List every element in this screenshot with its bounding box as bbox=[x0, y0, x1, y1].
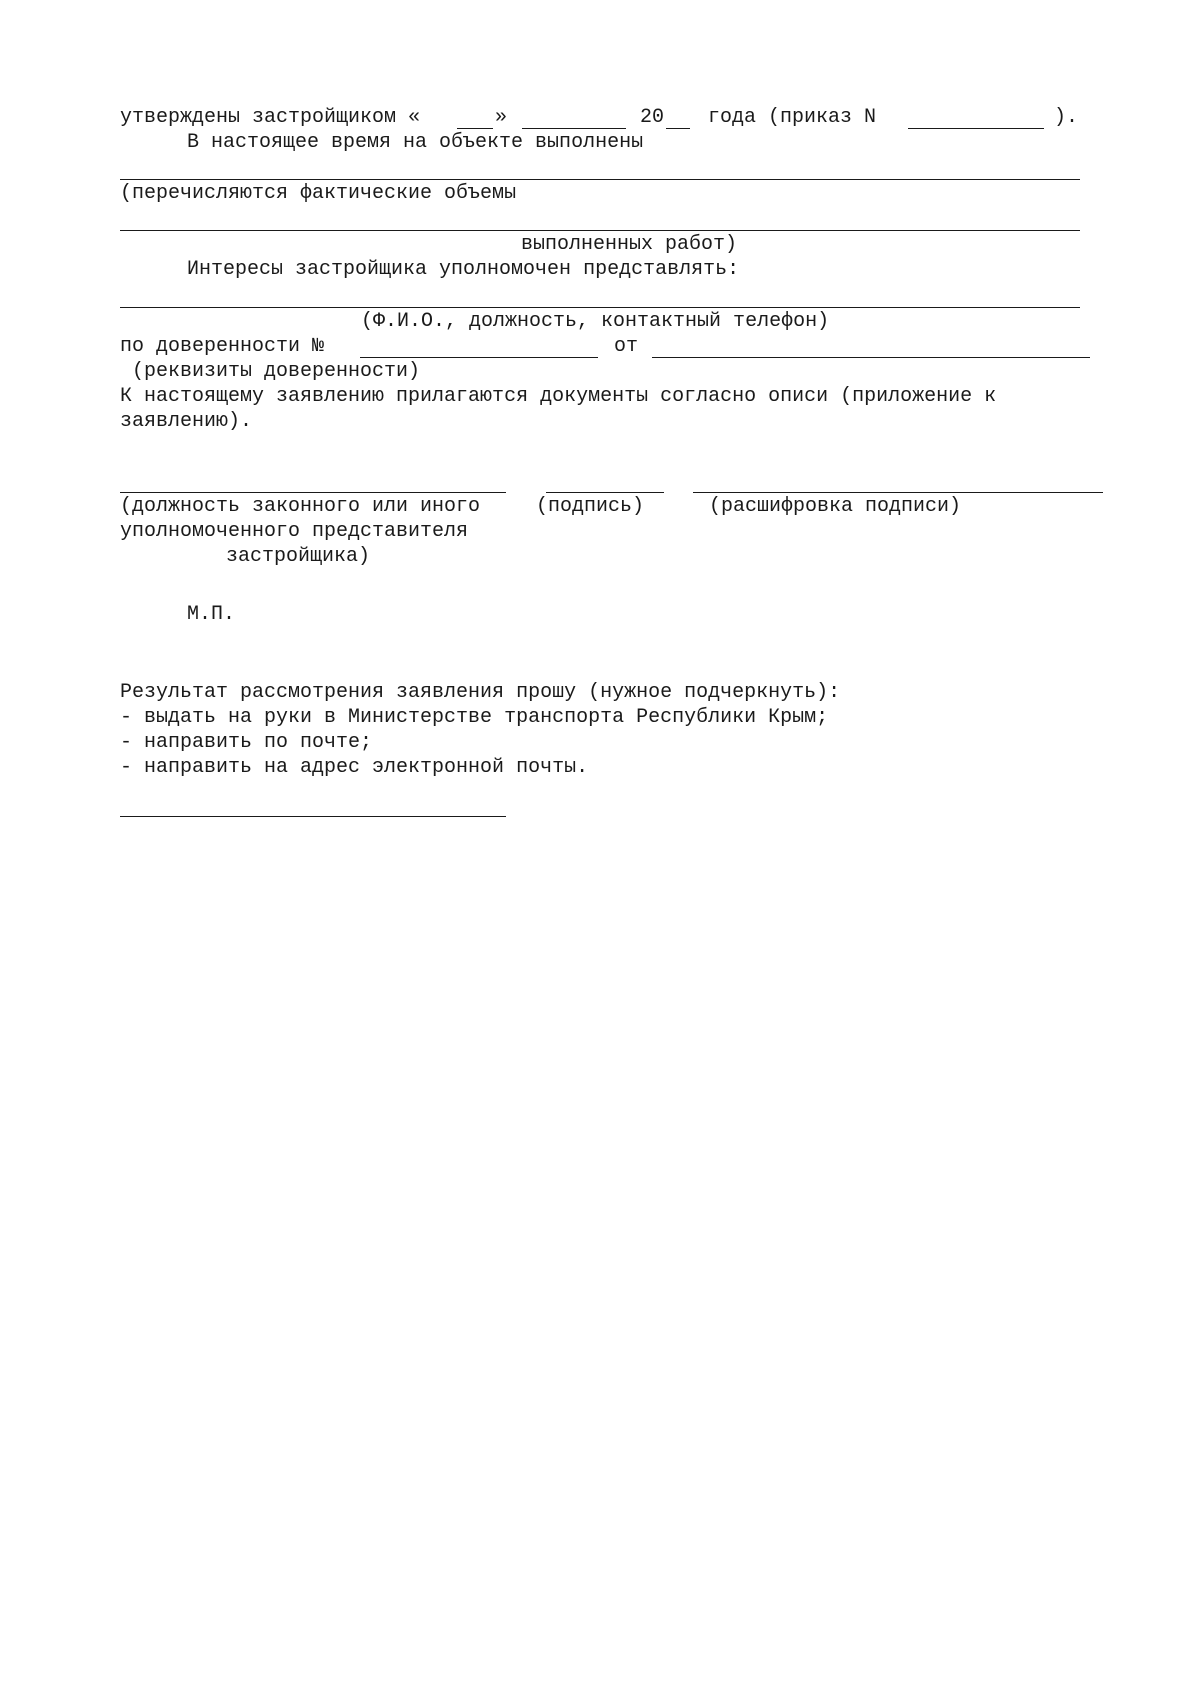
representative-line[interactable] bbox=[120, 307, 1080, 308]
approval-month-blank[interactable] bbox=[522, 128, 626, 129]
works-line-2[interactable] bbox=[120, 230, 1080, 231]
order-number-blank[interactable] bbox=[908, 128, 1044, 129]
position-signature-line[interactable] bbox=[120, 492, 506, 493]
signature-caption: (подпись) bbox=[536, 495, 645, 518]
approval-day-blank[interactable] bbox=[457, 128, 493, 129]
works-caption-1: (перечисляются фактические объемы bbox=[120, 182, 517, 205]
representative-intro: Интересы застройщика уполномочен представлять: bbox=[187, 258, 740, 281]
approval-year-prefix: 20 bbox=[640, 106, 665, 129]
approval-quote-close: » bbox=[495, 106, 508, 129]
proxy-date-blank[interactable] bbox=[652, 357, 1090, 358]
proxy-label: по доверенности № bbox=[120, 335, 325, 358]
proxy-from: от bbox=[614, 335, 639, 358]
result-option-2[interactable]: - направить по почте; bbox=[120, 731, 373, 754]
representative-caption: (Ф.И.О., должность, контактный телефон) bbox=[361, 310, 830, 333]
decoding-caption: (расшифровка подписи) bbox=[709, 495, 962, 518]
approval-close: ). bbox=[1054, 106, 1079, 129]
result-intro: Результат рассмотрения заявления прошу (нужное подчеркнуть): bbox=[120, 681, 841, 704]
position-caption-1: (должность законного или иного bbox=[120, 495, 481, 518]
approval-year-word: года (приказ N bbox=[708, 106, 877, 129]
decoding-signature-line[interactable] bbox=[693, 492, 1103, 493]
approval-prefix: утверждены застройщиком « bbox=[120, 106, 421, 129]
works-intro: В настоящее время на объекте выполнены bbox=[187, 131, 644, 154]
position-caption-3: застройщика) bbox=[226, 545, 371, 568]
footnote-separator bbox=[120, 816, 506, 817]
signature-line[interactable] bbox=[546, 492, 664, 493]
attachments-line-1: К настоящему заявлению прилагаются документы согласно описи (приложение к bbox=[120, 385, 997, 408]
works-caption-2: выполненных работ) bbox=[521, 233, 738, 256]
position-caption-2: уполномоченного представителя bbox=[120, 520, 469, 543]
stamp-place: М.П. bbox=[187, 603, 236, 626]
works-line-1[interactable] bbox=[120, 179, 1080, 180]
approval-year-blank[interactable] bbox=[666, 128, 690, 129]
result-option-1[interactable]: - выдать на руки в Министерстве транспорта Республики Крым; bbox=[120, 706, 829, 729]
result-option-3[interactable]: - направить на адрес электронной почты. bbox=[120, 756, 589, 779]
proxy-number-blank[interactable] bbox=[360, 357, 598, 358]
attachments-line-2: заявлению). bbox=[120, 410, 253, 433]
proxy-caption: (реквизиты доверенности) bbox=[132, 360, 421, 383]
